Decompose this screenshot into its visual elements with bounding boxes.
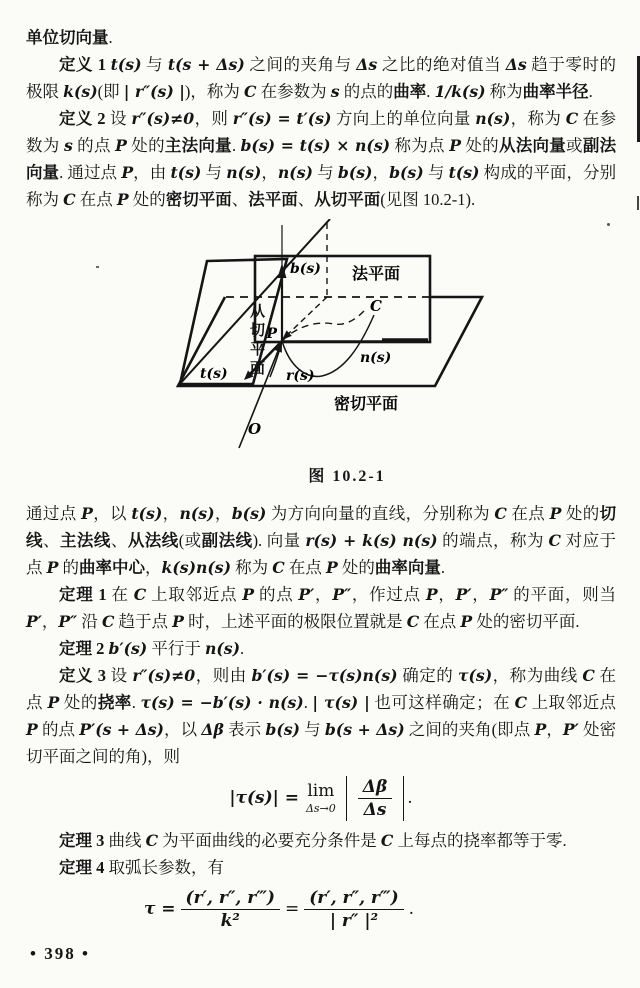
fraction-2 <box>304 887 403 932</box>
fraction-2-numerator: (r′, r″, r‴) <box>304 887 403 910</box>
paragraph: 定理 1 在 C 上取邻近点 P 的点 P′，P″，作过点 P，P′，P″ 的平面，则当 P′，P″ 沿 C 趋于点 P 时，上述平面的极限位置就是 C 在点 P 处的密切平面. <box>26 585 617 631</box>
figure-caption: 图 10.2-1 <box>308 468 386 485</box>
fraction-2-denominator: | r″ |² <box>329 911 379 932</box>
paragraph: 定理 3 曲线 C 为平面曲线的必要充分条件是 C 上每点的挠率都等于零. <box>59 831 567 851</box>
figure-label-rectifying-plane: 从切平面 <box>248 303 264 379</box>
paragraph: 定义 2 设 r″(s)≠0，则 r″(s) = t′(s) 方向上的单位向量 n(s)，称为 C 在参数为 s 的点 P 处的主法向量. b(s) = t(s) × n(s) 称为点 P 处的从法向量或副法向量. 通过点 P，由 t(s) 与 n(s)，n(s) 与 b(s)，b(s) 与 t(s) 构成的平面，分别称为 C 在点 P 处的密切平面、法平面、从切平面(见图 10.2-1). <box>26 109 617 209</box>
paragraph: 定义 3 设 r″(s)≠0，则由 b′(s) = −τ(s)n(s) 确定的 τ(s)，称为曲线 C 在点 P 处的挠率. τ(s) = −b′(s) · n(s). | τ(s) | 也可这样确定；在 C 上取邻近点 P 的点 P′(s + Δs)，以 Δβ 表示 b(s) 与 b(s + Δs) 之间的夹角(即点 P，P′ 处密切平面之间的角)，则 <box>26 666 617 766</box>
formula-lhs: |τ(s)| = <box>229 788 299 809</box>
figure-label-normal-plane: 法平面 <box>352 266 401 283</box>
page-number: • 398 • <box>30 944 90 963</box>
formula-period: . <box>407 788 413 809</box>
figure-label-n-vector: n(s) <box>360 350 392 366</box>
curve-c-dashed <box>282 311 364 341</box>
fraction-1-denominator: k² <box>220 911 240 932</box>
formula2-equals: = <box>284 899 300 920</box>
paragraph: 定理 4 取弧长参数，有 <box>59 858 224 878</box>
limit-word: lim <box>307 781 335 802</box>
formula2-lhs: τ = <box>143 899 176 920</box>
formula2-period: . <box>408 899 415 920</box>
limit-block <box>306 783 336 814</box>
figure-label-b-vector: b(s) <box>290 261 321 277</box>
torsion-value-formula <box>0 887 574 932</box>
scan-artifact-speck-2 <box>96 266 99 268</box>
construction-diagonal-dashed <box>286 297 327 336</box>
fraction <box>358 776 392 821</box>
fraction-1 <box>181 887 280 932</box>
text-blocks-between-formulas <box>26 827 616 881</box>
figure-label-r-vector: r(s) <box>286 368 315 384</box>
figure-10-2-1 <box>130 219 570 461</box>
paragraph: 定义 1 t(s) 与 t(s + Δs) 之间的夹角与 Δs 之比的绝对值当 Δs 趋于零时的极限 k(s)(即 | r″(s) |)，称为 C 在参数为 s 的点的曲率. 1/k(s) 称为曲率半径. <box>26 55 616 101</box>
paragraph: 定理 2 b′(s) 平行于 n(s). <box>59 639 245 658</box>
figure-label-curve-c: C <box>370 297 382 315</box>
figure-svg <box>130 219 570 461</box>
text-blocks-after-figure <box>26 500 616 770</box>
text-blocks-before-figure <box>26 24 616 213</box>
scan-artifact-speck <box>607 223 610 226</box>
fraction-1-numerator: (r′, r″, r‴) <box>181 887 280 910</box>
figure-label-osculating-plane: 密切平面 <box>334 396 399 413</box>
fraction-denominator: Δs <box>363 800 387 821</box>
figure-label-origin-o: O <box>248 420 262 438</box>
absolute-value-bars <box>346 776 404 821</box>
fraction-numerator: Δβ <box>358 776 392 799</box>
scan-artifact-streak-small <box>637 196 639 210</box>
paragraph: 单位切向量. <box>26 28 113 47</box>
figure-label-t-vector: t(s) <box>200 366 228 382</box>
figure-label-point-p: P <box>266 326 277 342</box>
torsion-limit-formula <box>26 776 616 821</box>
paragraph: 通过点 P，以 t(s)，n(s)，b(s) 为方向向量的直线，分别称为 C 在点 P 处的切线、主法线、从法线(或副法线). 向量 r(s) + k(s) n(s) 的端点，称为 C 对应于点 P 的曲率中心，k(s)n(s) 称为 C 在点 P 处的曲率向量. <box>26 504 617 577</box>
limit-subscript: Δs→0 <box>305 802 336 816</box>
